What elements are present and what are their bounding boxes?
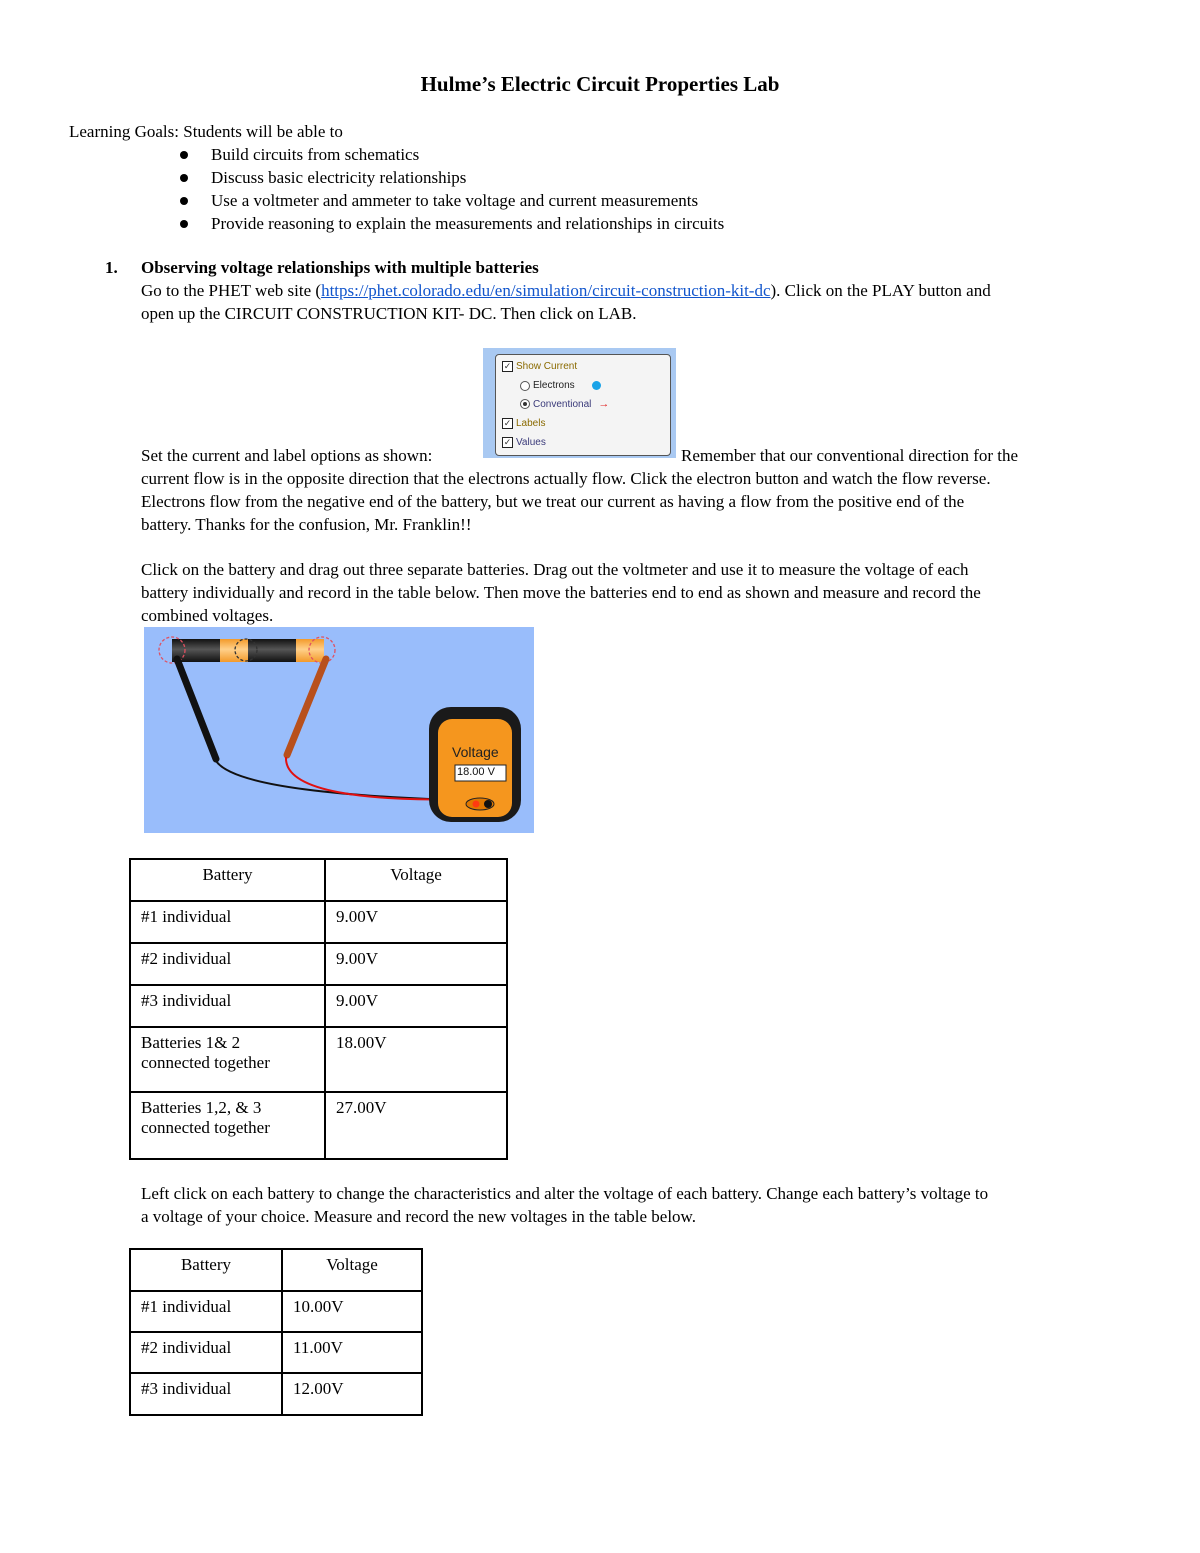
instruction-paragraph-1 <box>141 279 991 302</box>
table-row <box>130 943 507 985</box>
option-label: Values <box>516 437 546 448</box>
red-arrow-icon: → <box>598 398 610 410</box>
option-label: Electrons <box>533 380 575 391</box>
cell-line: Batteries 1& 2 <box>141 1033 241 1052</box>
section-number: 1. <box>105 258 118 277</box>
table-row <box>130 1332 422 1373</box>
section-heading: Observing voltage relationships with multiple batteries <box>141 258 539 277</box>
table-header-row <box>130 859 507 901</box>
current-options-screenshot <box>483 348 676 458</box>
paragraph-2-line: battery. Thanks for the confusion, Mr. Franklin!! <box>141 515 472 534</box>
paragraph-3-line: battery individually and record in the table below. Then move the batteries end to end as shown and measure and record the <box>141 583 981 602</box>
voltage-cell: 12.00V <box>282 1373 422 1415</box>
paragraph-2-line: current flow is in the opposite direction that the electrons actually flow. Click the electron button and watch the flow reverse. <box>141 469 991 488</box>
cell-line: Batteries 1,2, & 3 <box>141 1098 262 1117</box>
table-row <box>130 985 507 1027</box>
bullet-icon <box>180 151 188 159</box>
checkbox-checked-icon: ✓ <box>503 437 512 447</box>
text: ). Click on the PLAY button and <box>770 281 991 300</box>
goal-text: Provide reasoning to explain the measurements and relationships in circuits <box>211 214 725 233</box>
goal-text: Discuss basic electricity relationships <box>211 168 467 187</box>
checkbox-checked-icon: ✓ <box>503 361 512 371</box>
battery-cell: #1 individual <box>130 901 325 943</box>
voltage-cell: 10.00V <box>282 1291 422 1332</box>
learning-goals-list <box>211 143 724 235</box>
radio-unselected-icon <box>520 381 530 391</box>
voltage-cell: 9.00V <box>325 985 507 1027</box>
battery-cell: #3 individual <box>130 1373 282 1415</box>
voltage-cell: 9.00V <box>325 901 507 943</box>
battery-cell: #2 individual <box>130 943 325 985</box>
electrons-option <box>520 380 601 391</box>
paragraph-4-line: Left click on each battery to change the characteristics and alter the voltage of each battery. Change each battery’s voltage to <box>141 1184 989 1203</box>
goal-text: Build circuits from schematics <box>211 145 420 164</box>
table-row <box>130 1027 507 1092</box>
paragraph-2-lead: Set the current and label options as shown: <box>141 446 433 465</box>
values-option <box>502 437 546 448</box>
header-cell: Voltage <box>325 859 507 901</box>
battery-cell: #3 individual <box>130 985 325 1027</box>
goal-item <box>211 189 724 212</box>
table-row <box>130 901 507 943</box>
goal-item <box>211 166 724 189</box>
checkbox-checked-icon: ✓ <box>503 418 512 428</box>
radio-selected-icon <box>520 399 530 409</box>
header-cell: Battery <box>130 859 325 901</box>
cell-line: connected together <box>141 1053 270 1072</box>
instruction-paragraph-1-line2: open up the CIRCUIT CONSTRUCTION KIT- DC. Then click on LAB. <box>141 304 637 323</box>
battery-cell: #1 individual <box>130 1291 282 1332</box>
table-row <box>130 1291 422 1332</box>
labels-option <box>502 418 545 429</box>
document-title: Hulme’s Electric Circuit Properties Lab <box>420 72 780 96</box>
voltmeter-reading: 18.00 V <box>457 766 495 778</box>
header-cell: Battery <box>130 1249 282 1291</box>
voltmeter-label: Voltage <box>452 744 499 760</box>
option-label: Show Current <box>516 361 578 372</box>
battery-cell: #2 individual <box>130 1332 282 1373</box>
goal-item <box>211 212 724 235</box>
option-label: Labels <box>516 418 546 429</box>
voltage-cell: 27.00V <box>325 1092 507 1159</box>
table-row <box>130 1092 507 1159</box>
cell-line: connected together <box>141 1118 270 1137</box>
conventional-option <box>520 398 609 410</box>
paragraph-2-line: Electrons flow from the negative end of the battery, but we treat our current as having a flow from the positive end of the <box>141 492 965 511</box>
battery-voltage-table-1 <box>129 858 508 1160</box>
battery-cell <box>130 1027 325 1092</box>
paragraph-2-tail: Remember that our conventional direction for the <box>681 446 1019 465</box>
battery-voltage-table-2 <box>129 1248 423 1416</box>
table-row <box>130 1373 422 1415</box>
text: Go to the PHET web site ( <box>141 281 322 300</box>
voltage-cell: 11.00V <box>282 1332 422 1373</box>
voltmeter-batteries-screenshot <box>144 627 534 833</box>
goal-text: Use a voltmeter and ammeter to take voltage and current measurements <box>211 191 699 210</box>
circuit-illustration <box>144 627 534 833</box>
show-current-option <box>502 361 577 372</box>
option-label: Conventional <box>533 398 592 410</box>
learning-goals-intro: Learning Goals: Students will be able to <box>69 122 343 141</box>
voltage-cell: 9.00V <box>325 943 507 985</box>
bullet-icon <box>180 197 188 205</box>
phet-link[interactable]: https://phet.colorado.edu/en/simulation/circuit-construction-kit-dc <box>321 281 771 300</box>
paragraph-4-line: a voltage of your choice. Measure and record the new voltages in the table below. <box>141 1207 696 1226</box>
voltage-cell: 18.00V <box>325 1027 507 1092</box>
bullet-icon <box>180 174 188 182</box>
goal-item <box>211 143 724 166</box>
bullet-icon <box>180 220 188 228</box>
paragraph-3-line: combined voltages. <box>141 606 274 625</box>
header-cell: Voltage <box>282 1249 422 1291</box>
electron-dot-icon <box>592 381 601 390</box>
battery-cell <box>130 1092 325 1159</box>
table-header-row <box>130 1249 422 1291</box>
options-panel <box>495 354 671 456</box>
paragraph-3-line: Click on the battery and drag out three separate batteries. Drag out the voltmeter and use it to measure the voltage of each <box>141 560 969 579</box>
